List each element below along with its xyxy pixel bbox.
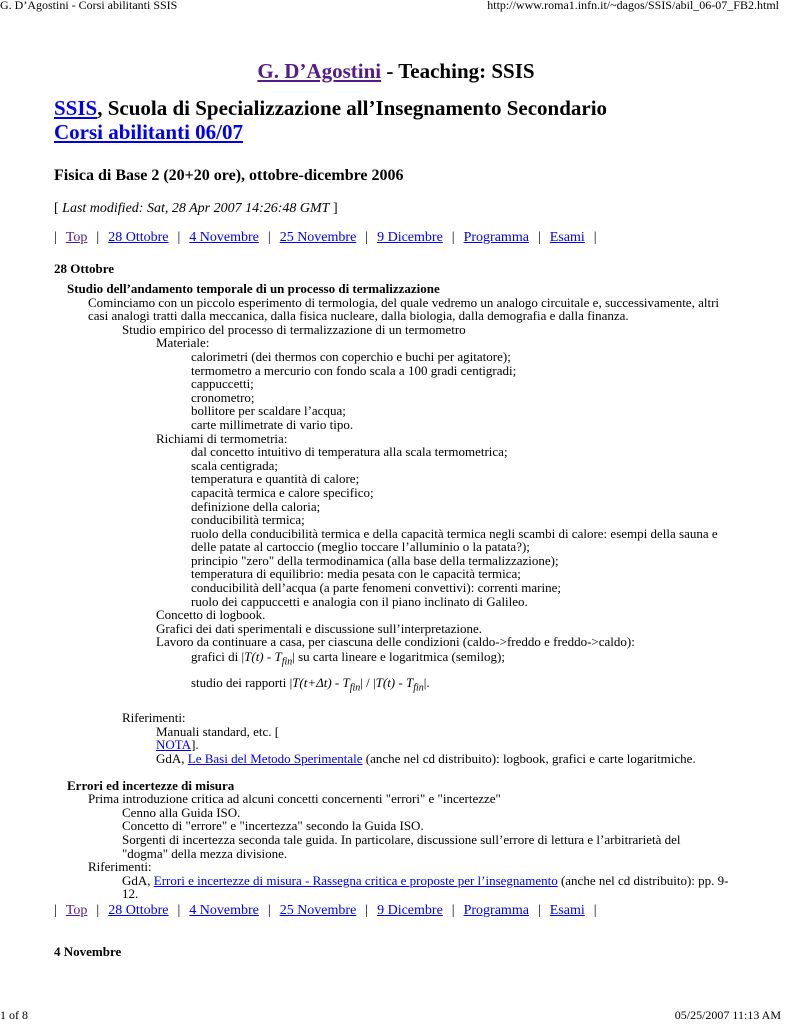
nav-link-esami[interactable]: Esami (549, 230, 585, 245)
studio-empirico-text: Studio empirico del processo di termalizzazione di un termometro (122, 321, 466, 337)
manuali-text: Manuali standard, etc. [ (156, 723, 280, 739)
nav-link-25-novembre[interactable]: 25 Novembre (279, 903, 357, 918)
list-item (0, 336, 740, 350)
nav-link-28-ottobre[interactable]: 28 Ottobre (108, 903, 169, 918)
nav-bar-top (54, 229, 754, 247)
richiami-label: Richiami di termometria: (156, 430, 288, 446)
nav-separator: | (537, 230, 541, 245)
nav-link-28-ottobre[interactable]: 28 Ottobre (108, 230, 169, 245)
riferimenti-label: Riferimenti: (122, 710, 186, 726)
rapporti-sub2: fin (413, 682, 424, 694)
nav-separator: | (177, 230, 181, 245)
list-item: ▪ conducibilità termica; (0, 513, 720, 527)
ssis-heading-rest: , Scuola di Specializzazione all’Insegnamento Secondario (97, 96, 608, 120)
topic-termalizzazione-title: Studio dell’andamento temporale di un processo di termalizzazione (67, 281, 440, 296)
basi-pre: GdA, (156, 751, 188, 766)
page-title-rest: - Teaching: SSIS (381, 59, 535, 83)
list-item: ▪ termometro a mercurio con fondo scala a 100 gradi centigradi; (0, 364, 740, 378)
rapporti-pre: studio dei rapporti | (191, 674, 293, 690)
grafici-post: | su carta lineare e logaritmica (semilog); (292, 649, 505, 665)
page-title (54, 58, 738, 84)
nav-bar-bottom (54, 902, 606, 920)
last-modified (54, 200, 754, 218)
nav-link-9-dicembre[interactable]: 9 Dicembre (377, 903, 443, 918)
nav-link-top[interactable]: Top (65, 230, 88, 245)
topic-errori-intro: Prima introduzione critica ad alcuni concetti concernenti "errori" e "incertezze" (88, 791, 501, 807)
nav-link-9-dicembre[interactable]: 9 Dicembre (377, 230, 443, 245)
list-item: ▪ temperatura di equilibrio: media pesata con le capacità termica; (0, 567, 720, 581)
nav-separator: | (451, 903, 455, 918)
nav-separator: | (177, 903, 181, 918)
list-item: ▪ temperatura e quantità di calore; (0, 472, 720, 486)
grafici-sub: fin (281, 656, 293, 668)
nav-link-esami[interactable]: Esami (549, 903, 585, 918)
list-item: ▪ calorimetri (dei thermos con coperchio e buchi per agitatore); (0, 350, 740, 364)
nav-link-4-novembre[interactable]: 4 Novembre (189, 903, 259, 918)
nav-separator: | (96, 230, 100, 245)
richiami-list (0, 445, 720, 608)
rapporti-post: |. (423, 674, 430, 690)
errori-ref-post: (anche nel cd distribuito): pp. 9-12. (122, 872, 729, 902)
author-link[interactable]: G. D’Agostini (257, 59, 382, 83)
nav-separator: | (267, 230, 271, 245)
errori-incertezze-link[interactable]: Errori e incertezze di misura - Rassegna critica e proposte per l’insegnamento (153, 872, 558, 888)
nav-separator: | (54, 230, 57, 245)
last-modified-open: [ (54, 201, 63, 216)
print-header-url: http://www.roma1.infn.it/~dagos/SSIS/abil_06-07_FB2.html (487, 0, 779, 12)
list-item: ◦ Grafici dei dati sperimentali e discussione sull’interpretazione. (0, 622, 740, 636)
errori-list (0, 806, 740, 860)
rapporti-expr1: T(t+Δt) - T (292, 674, 350, 690)
nav-separator: | (593, 903, 597, 918)
list-item (0, 874, 732, 901)
errori-riferimenti-label: Riferimenti: (88, 859, 152, 875)
nav-link-programma[interactable]: Programma (463, 903, 529, 918)
print-footer-datetime: 05/25/2007 11:13 AM (674, 1008, 781, 1022)
section-28-ottobre-title: 28 Ottobre (54, 261, 115, 276)
section-28-ottobre (0, 282, 740, 901)
nav-link-4-novembre[interactable]: 4 Novembre (189, 230, 259, 245)
nav-separator: | (451, 230, 455, 245)
nav-link-programma[interactable]: Programma (463, 230, 529, 245)
list-item: ▪ capacità termica e calore specifico; (0, 486, 720, 500)
topic-termalizzazione-intro: Cominciamo con un piccolo esperimento di termologia, del quale vedremo un analogo circuitale e, successivamente, altri casi analogi tratti dalla meccanica, dalla fisica nucleare, dalla biologia, dalla demografia e dalla finanza. (88, 294, 720, 324)
corsi-abilitanti-link[interactable]: Corsi abilitanti 06/07 (54, 120, 244, 144)
list-item: ▪ bollitore per scaldare l’acqua; (0, 404, 740, 418)
errori-ref-pre: GdA, (122, 872, 154, 888)
print-footer-page: 1 of 8 (0, 1008, 28, 1022)
list-item: ▪ principio "zero" della termodinamica (alla base della termalizzazione); (0, 554, 720, 568)
list-item (0, 649, 740, 671)
section-4-novembre-title: 4 Novembre (54, 944, 122, 959)
list-item: ▪ definizione della caloria; (0, 500, 720, 514)
ssis-link[interactable]: SSIS (54, 96, 98, 120)
course-title: Fisica di Base 2 (20+20 ore), ottobre-dicembre 2006 (54, 167, 404, 184)
grafici-pre: grafici di | (191, 649, 245, 665)
nav-link-25-novembre[interactable]: 25 Novembre (279, 230, 357, 245)
list-item (0, 635, 740, 649)
list-item (0, 725, 296, 752)
list-item: ◦ Concetto di logbook. (0, 608, 740, 622)
list-item: ▪ ruolo della conducibilità termica e della capacità termica negli scambi di calore: esempi della sauna e delle patate al cartoccio (meglio toccare l’alluminio o la patata?); (0, 527, 720, 554)
list-item: ▪ conducibilità dell’acqua (a parte fenomeni convettivi): correnti marine; (0, 581, 720, 595)
manuali-close: ]. (191, 737, 199, 753)
list-item (0, 323, 740, 337)
rapporti-sub1: fin (349, 682, 361, 694)
topic-errori-title: Errori ed incertezze di misura (67, 777, 235, 793)
nav-separator: | (267, 903, 271, 918)
grafici-expr: T(t) - T (244, 649, 282, 665)
list-item: ▪ dal concetto intuitivo di temperatura alla scala termometrica; (0, 445, 720, 459)
list-item: ▪ scala centigrada; (0, 459, 720, 473)
list-item: ▪ ruolo dei cappuccetti e analogia con il piano inclinato di Galileo. (0, 595, 720, 609)
ssis-heading (54, 96, 754, 144)
rapporti-mid: | / | (360, 674, 376, 690)
materiale-list (0, 350, 740, 432)
lavoro-list (0, 649, 740, 698)
list-item (0, 752, 740, 766)
nav-separator: | (54, 903, 57, 918)
list-item: ▪ carte millimetrate di vario tipo. (0, 418, 740, 432)
list-item (0, 432, 740, 446)
basi-post: (anche nel cd distribuito): logbook, grafici e carte logaritmiche. (362, 751, 696, 766)
page-content (54, 58, 754, 277)
list-item (0, 673, 740, 699)
materiale-label: Materiale: (156, 335, 210, 351)
nav-link-top[interactable]: Top (65, 903, 88, 918)
nav-separator: | (593, 230, 597, 245)
nav-separator: | (537, 903, 541, 918)
list-item: • Cenno alla Guida ISO. (0, 806, 740, 820)
list-item: • Sorgenti di incertezza seconda tale guida. In particolare, discussione sull’errore di lettura e l’arbitrarietà del "dogma" della mezza divisione. (0, 833, 722, 860)
nav-separator: | (365, 230, 369, 245)
print-header-title: G. D’Agostini - Corsi abilitanti SSIS (0, 0, 178, 12)
list-item: ▪ cronometro; (0, 391, 740, 405)
nav-separator: | (96, 903, 100, 918)
lavoro-label: Lavoro da continuare a casa, per ciascuna delle condizioni (caldo->freddo e freddo->caldo): (156, 634, 635, 650)
nav-separator: | (365, 903, 369, 918)
nota-link[interactable]: NOTA (156, 737, 192, 753)
last-modified-close: ] (329, 201, 338, 216)
rapporti-expr2: T(t) - T (375, 674, 414, 690)
list-item: ▪ cappuccetti; (0, 377, 740, 391)
last-modified-text: Last modified: Sat, 28 Apr 2007 14:26:48 GMT (62, 201, 330, 216)
list-item: • Concetto di "errore" e "incertezza" secondo la Guida ISO. (0, 819, 740, 833)
basi-metodo-link[interactable]: Le Basi del Metodo Sperimentale (187, 751, 363, 766)
